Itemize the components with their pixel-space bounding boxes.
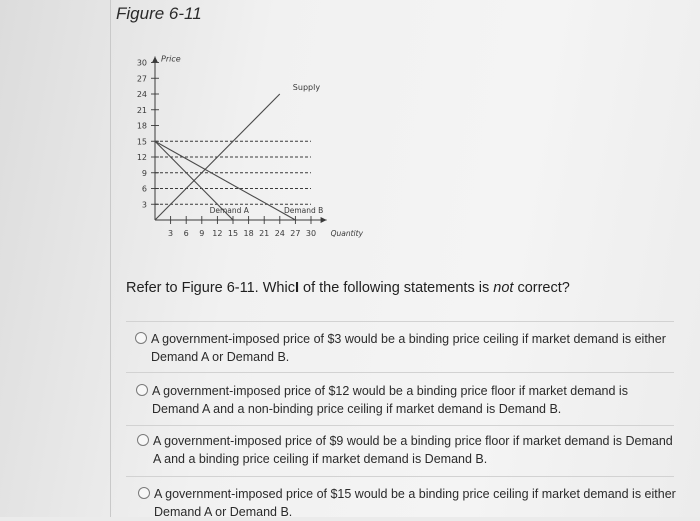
x-tick-label: 12 xyxy=(212,229,223,238)
question-text xyxy=(126,280,570,296)
x-tick-label: 3 xyxy=(168,229,174,238)
y-axis-label: Price xyxy=(161,54,181,64)
y-tick-label: 27 xyxy=(136,74,147,84)
y-tick-label: 15 xyxy=(136,137,147,147)
radio-button[interactable] xyxy=(137,434,149,446)
x-tick-label: 6 xyxy=(183,229,189,238)
option-text: A government-imposed price of $9 would be a binding price floor if market demand is Demand A and a binding price ceiling if market demand is Demand B. xyxy=(153,434,673,466)
y-tick-label: 18 xyxy=(136,121,147,131)
x-tick-label: 24 xyxy=(274,229,285,238)
x-axis-label: Quantity xyxy=(330,229,364,238)
demand-a-label: Demand A xyxy=(209,206,249,216)
y-tick-label: 6 xyxy=(141,184,147,194)
x-tick-label: 30 xyxy=(305,229,317,238)
question-suffix: correct? xyxy=(513,280,570,296)
y-tick-label: 12 xyxy=(136,153,147,162)
supply-label: Supply xyxy=(292,82,321,92)
x-tick-label: 9 xyxy=(199,229,205,238)
x-tick-label: 15 xyxy=(227,229,239,238)
radio-button[interactable] xyxy=(136,384,148,396)
x-tick-label: 21 xyxy=(259,229,270,238)
radio-button[interactable] xyxy=(138,487,150,499)
x-tick-label: 27 xyxy=(290,229,301,238)
figure-chart xyxy=(125,22,385,240)
y-tick-label: 30 xyxy=(136,58,147,68)
y-tick-label: 21 xyxy=(136,105,147,115)
divider xyxy=(126,372,674,373)
option-text: A government-imposed price of $15 would be a binding price ceiling if market demand is either Demand A or Demand B. xyxy=(154,487,676,519)
text-cursor: I xyxy=(294,280,299,296)
demand-b-label: Demand B xyxy=(283,206,324,216)
y-tick-label: 3 xyxy=(141,200,147,210)
question-middle: of the following statements is xyxy=(299,280,494,296)
y-axis-arrow xyxy=(152,57,158,63)
radio-button[interactable] xyxy=(135,332,147,344)
question-prefix: Refer to Figure 6-11. Whic xyxy=(126,280,295,296)
left-border xyxy=(110,0,111,517)
divider xyxy=(126,476,674,477)
x-axis-arrow xyxy=(321,217,327,223)
option-text: A government-imposed price of $3 would be a binding price ceiling if market demand is either Demand A or Demand B. xyxy=(151,332,666,364)
divider xyxy=(126,425,674,426)
x-tick-label: 18 xyxy=(243,229,254,238)
question-emphasis: not xyxy=(493,280,514,296)
divider xyxy=(126,321,674,322)
y-tick-label: 24 xyxy=(136,90,147,99)
option-text: A government-imposed price of $12 would be a binding price floor if market demand is Demand A and a non-binding price ceiling if market demand is Demand B. xyxy=(152,384,628,416)
y-tick-label: 9 xyxy=(141,168,147,178)
figure-title: Figure 6-11 xyxy=(116,4,202,23)
